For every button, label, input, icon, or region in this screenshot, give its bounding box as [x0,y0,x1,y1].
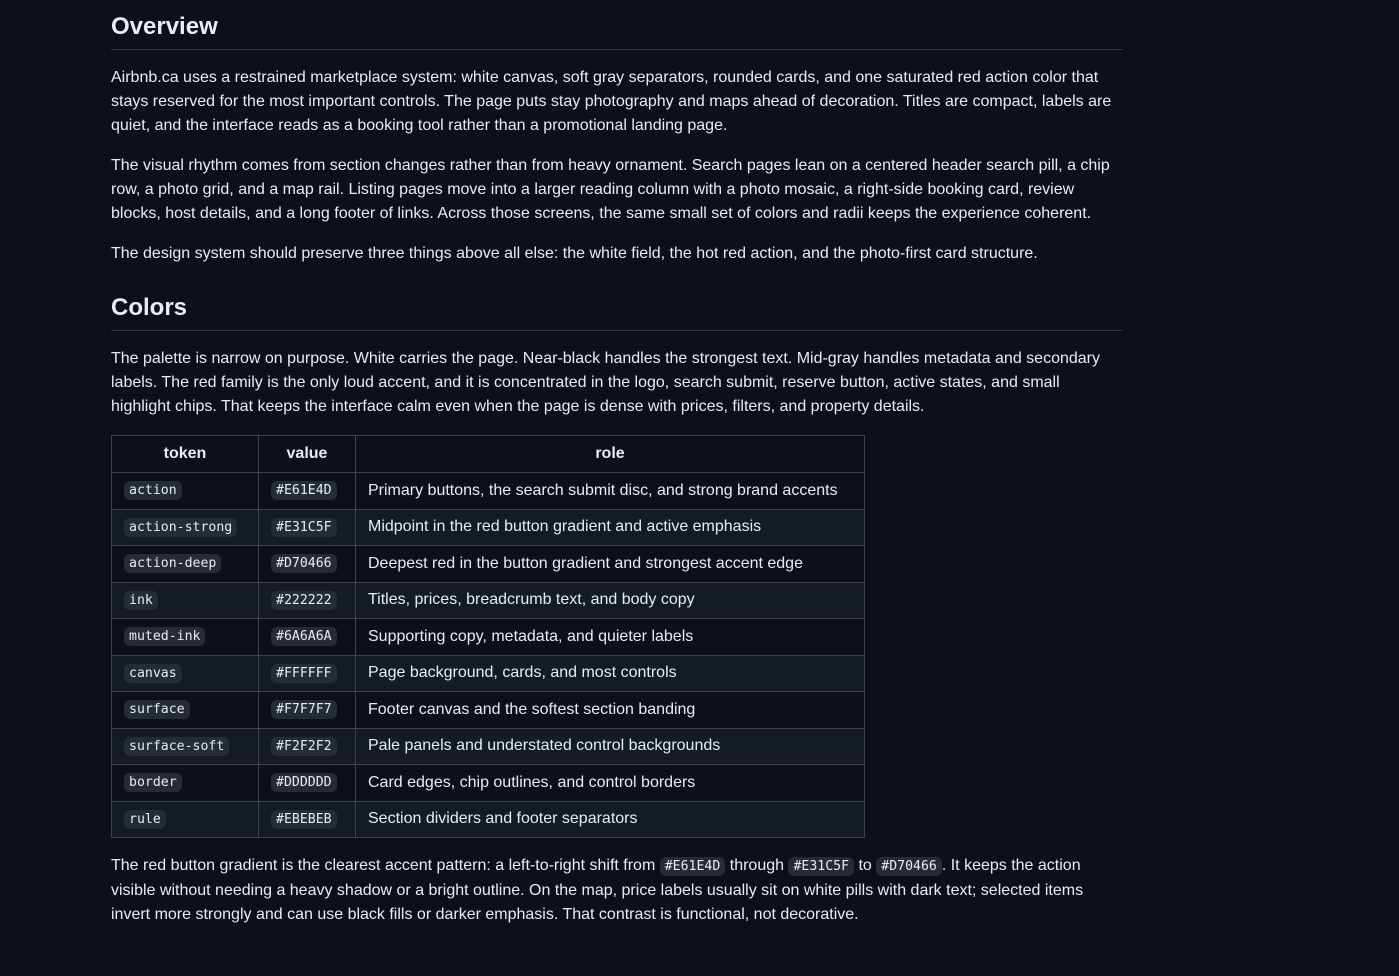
value-code: #222222 [271,591,337,610]
gradient-note-paragraph [111,854,1123,927]
table-row [112,728,865,765]
table-row [112,582,865,619]
table-row [112,546,865,583]
gradient-code-end: #D70466 [876,857,942,876]
token-code: surface-soft [124,737,229,756]
gradient-note-text-4: . It keeps the action visible without needing a heavy shadow or a bright outline. On the map, price labels usually sit on white pills with dark text; selected items invert more strongly and can use black fills or darker emphasis. That contrast is functional, not decorative. [111,857,1084,923]
gradient-code-mid: #E31C5F [788,857,854,876]
value-cell [259,509,356,546]
role-cell: Titles, prices, breadcrumb text, and body copy [356,582,865,619]
role-cell: Footer canvas and the softest section banding [356,692,865,729]
token-code: action-deep [124,554,221,573]
gradient-note-text-1: The red button gradient is the clearest accent pattern: a left-to-right shift from [111,857,660,874]
value-cell [259,619,356,656]
table-row [112,655,865,692]
value-cell [259,801,356,838]
value-cell [259,728,356,765]
token-cell [112,473,259,510]
token-cell [112,728,259,765]
token-cell [112,619,259,656]
token-cell [112,509,259,546]
token-code: surface [124,700,190,719]
value-code: #D70466 [271,554,337,573]
role-cell: Card edges, chip outlines, and control borders [356,765,865,802]
overview-paragraph-1: Airbnb.ca uses a restrained marketplace system: white canvas, soft gray separators, rounded cards, and one saturated red action color that stays reserved for the most important controls. The page puts stay photography and maps ahead of decoration. Titles are compact, labels are quiet, and the interface reads as a booking tool rather than a promotional landing page. [111,69,1112,134]
markdown-body [111,0,1123,927]
table-row [112,765,865,802]
value-cell [259,546,356,583]
token-code: rule [124,810,166,829]
token-code: border [124,773,182,792]
role-cell: Pale panels and understated control backgrounds [356,728,865,765]
overview-paragraph-2: The visual rhythm comes from section changes rather than from heavy ornament. Search pages lean on a centered header search pill, a chip row, a photo grid, and a map rail. Listing pages move into a larger reading column with a photo mosaic, a right-side booking card, review blocks, host details, and a long footer of links. Across those screens, the same small set of colors and radii keeps the experience coherent. [111,157,1110,222]
token-cell [112,765,259,802]
token-cell [112,546,259,583]
colors-heading: Colors [111,293,1123,331]
token-code: muted-ink [124,627,205,646]
overview-heading: Overview [111,12,1123,50]
column-header-role: role [356,436,865,473]
token-code: canvas [124,664,182,683]
token-code: ink [124,591,158,610]
value-cell [259,582,356,619]
value-code: #EBEBEB [271,810,337,829]
table-row [112,473,865,510]
role-cell: Midpoint in the red button gradient and active emphasis [356,509,865,546]
gradient-note-text-2: through [725,857,789,874]
table-row [112,801,865,838]
table-header-row [112,436,865,473]
value-code: #DDDDDD [271,773,337,792]
token-code: action [124,481,182,500]
colors-intro-paragraph: The palette is narrow on purpose. White carries the page. Near-black handles the strongest text. Mid-gray handles metadata and secondary labels. The red family is the only loud accent, and it is concentrated in the logo, search submit, reserve button, active states, and small highlight chips. That keeps the interface calm even when the page is dense with prices, filters, and property details. [111,350,1100,415]
value-code: #6A6A6A [271,627,337,646]
overview-paragraph-3: The design system should preserve three things above all else: the white field, the hot red action, and the photo-first card structure. [111,245,1038,262]
value-code: #F7F7F7 [271,700,337,719]
value-cell [259,473,356,510]
value-cell [259,765,356,802]
table-row [112,619,865,656]
gradient-code-start: #E61E4D [660,857,726,876]
role-cell: Deepest red in the button gradient and strongest accent edge [356,546,865,583]
value-code: #F2F2F2 [271,737,337,756]
value-code: #FFFFFF [271,664,337,683]
value-cell [259,655,356,692]
table-row [112,692,865,729]
role-cell: Supporting copy, metadata, and quieter labels [356,619,865,656]
role-cell: Page background, cards, and most controls [356,655,865,692]
token-code: action-strong [124,518,237,537]
value-code: #E31C5F [271,518,337,537]
token-cell [112,692,259,729]
token-cell [112,655,259,692]
value-code: #E61E4D [271,481,337,500]
token-cell [112,582,259,619]
token-cell [112,801,259,838]
role-cell: Section dividers and footer separators [356,801,865,838]
color-token-table [111,435,865,838]
column-header-token: token [112,436,259,473]
gradient-note-text-3: to [854,857,877,874]
role-cell: Primary buttons, the search submit disc, and strong brand accents [356,473,865,510]
column-header-value: value [259,436,356,473]
value-cell [259,692,356,729]
table-row [112,509,865,546]
